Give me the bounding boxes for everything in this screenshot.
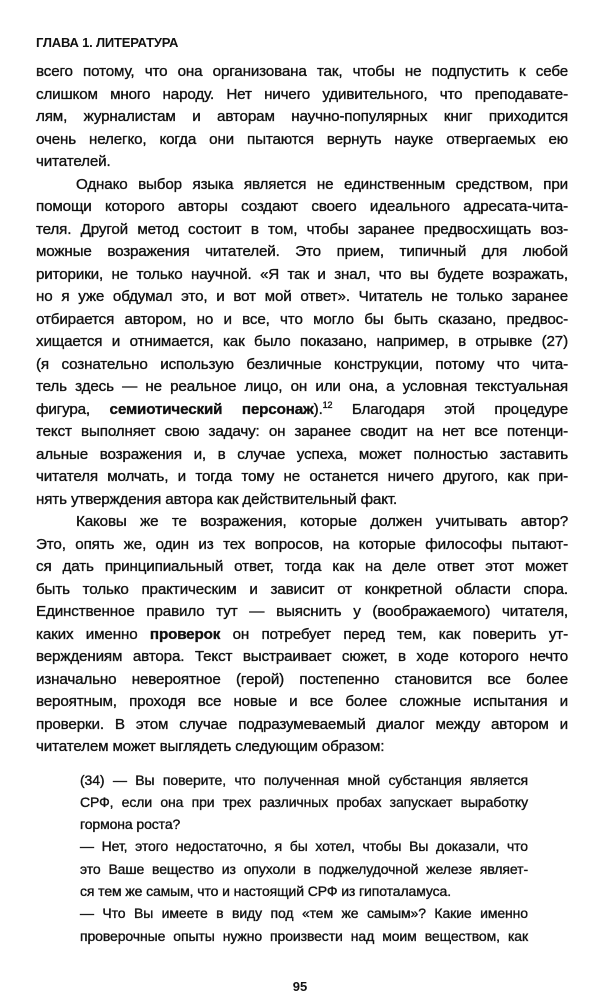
text-line: читателей. bbox=[36, 153, 111, 170]
text-segment: каких именно bbox=[36, 625, 150, 643]
text-line: верждениям автора. Текст выстраивает сюжет, в ходе которого нечто bbox=[36, 648, 568, 665]
text-line: отбирается автором, но и все, что могло бы быть сказано, предвос- bbox=[36, 310, 568, 328]
text-line: альные возражения и, в случае успеха, может полностью заставить bbox=[36, 445, 568, 463]
text-line: тель здесь — не реальное лицо, он или она, а условная текстуальная bbox=[36, 378, 568, 395]
text-line: быть только практическим и зависит от конкретной области спора. bbox=[36, 580, 568, 598]
text-line: СРФ, если она при трех различных пробах запускает выработку bbox=[80, 793, 528, 810]
text-line: хищается и отнимается, как было показано, например, в отрывке (27) bbox=[36, 333, 568, 350]
dialogue-turn bbox=[80, 835, 528, 902]
text-line: Это, опять же, один из тех вопросов, на которые философы пытают- bbox=[36, 535, 568, 553]
text-segment: ). bbox=[313, 400, 323, 418]
text-line: Единственное правило тут — выяснить у (воображаемого) читателя, bbox=[36, 603, 568, 620]
text-line: Каковы же те возражения, которые должен учитывать автор? bbox=[76, 513, 568, 530]
text-line: текст выполняет свою задачу: он заранее сводит на нет все потенци- bbox=[36, 423, 568, 440]
text-line: слишком много народу. Нет ничего удивительного, что преподавате- bbox=[36, 85, 568, 103]
text-line: можные возражения читателей. Это прием, типичный для любой bbox=[36, 243, 568, 260]
running-header: ГЛАВА 1. ЛИТЕРАТУРА bbox=[36, 35, 179, 50]
text-line: — Нет, этого недостаточно, я бы хотел, чтобы Вы доказали, что bbox=[80, 838, 528, 855]
text-segment: Благодаря этой процедуре bbox=[332, 400, 568, 418]
text-line: читателя молчать, и тогда тому не останется ничего другого, как при- bbox=[36, 468, 568, 485]
text-line: всего потому, что она организована так, чтобы не подпустить к себе bbox=[36, 63, 568, 80]
text-line: очень нелегко, когда они пытаются вернуть науке отвергаемых ею bbox=[36, 130, 568, 148]
paragraph bbox=[36, 511, 568, 759]
text-line: риторики, не только научной. «Я так и знал, что вы будете возражать, bbox=[36, 265, 568, 283]
text-line: проверки. В этом случае подразумеваемый диалог между автором и bbox=[36, 715, 568, 733]
example-quote-34 bbox=[80, 769, 528, 947]
text-line: читателем может выглядеть следующим образом: bbox=[36, 738, 385, 755]
text-line: нять утверждения автора как действительный факт. bbox=[36, 490, 398, 508]
dialogue-turn bbox=[80, 902, 528, 947]
dialogue-turn bbox=[80, 769, 528, 836]
text-line: но я уже обдумал это, и вот мой ответ». Читатель не только заранее bbox=[36, 288, 568, 305]
emphasis-term: семиотический персонаж bbox=[109, 400, 314, 418]
text-line: (я сознательно использую безличные конструкции, потому что чита- bbox=[36, 355, 568, 373]
paragraph bbox=[36, 174, 568, 512]
text-line: проверочные опыты нужно произвести над моим веществом, как bbox=[80, 927, 528, 944]
paragraph bbox=[36, 61, 568, 174]
text-line: Однако выбор языка является не единственным средством, при bbox=[76, 175, 568, 193]
text-segment: фигура, bbox=[36, 400, 110, 418]
text-line: теля. Другой метод состоит в том, чтобы заранее предвосхищать воз- bbox=[36, 220, 568, 238]
text-line: лям, журналистам и авторам научно-популярных книг приходится bbox=[36, 108, 568, 125]
text-segment: он потребует перед тем, как поверить ут- bbox=[220, 625, 568, 643]
text-line: ся дать принципиальный ответ, тогда как на деле ответ этот может bbox=[36, 558, 568, 575]
footnote-ref: 12 bbox=[322, 399, 333, 410]
text-line: изначально невероятное (герой) постепенно становится все более bbox=[36, 670, 568, 688]
text-line: вероятным, проходя все новые и все более сложные испытания и bbox=[36, 693, 568, 710]
emphasis-term: проверок bbox=[149, 625, 221, 643]
text-line bbox=[36, 624, 568, 647]
text-line: это Ваше вещество из опухоли в поджелудочной железе являет- bbox=[80, 860, 528, 877]
text-line: ся тем же самым, что и настоящий СРФ из гипоталамуса. bbox=[80, 882, 452, 899]
text-line: гормона роста? bbox=[80, 816, 181, 833]
text-line: — Что Вы имеете в виду под «тем же самым»? Какие именно bbox=[80, 905, 528, 922]
page-number: 95 bbox=[292, 978, 308, 994]
text-line: (34) — Вы поверите, что полученная мной субстанция является bbox=[80, 771, 528, 788]
body-text bbox=[36, 61, 568, 759]
text-line bbox=[36, 399, 568, 422]
text-line: помощи которого авторы создают своего идеального адресата-чита- bbox=[36, 198, 568, 215]
